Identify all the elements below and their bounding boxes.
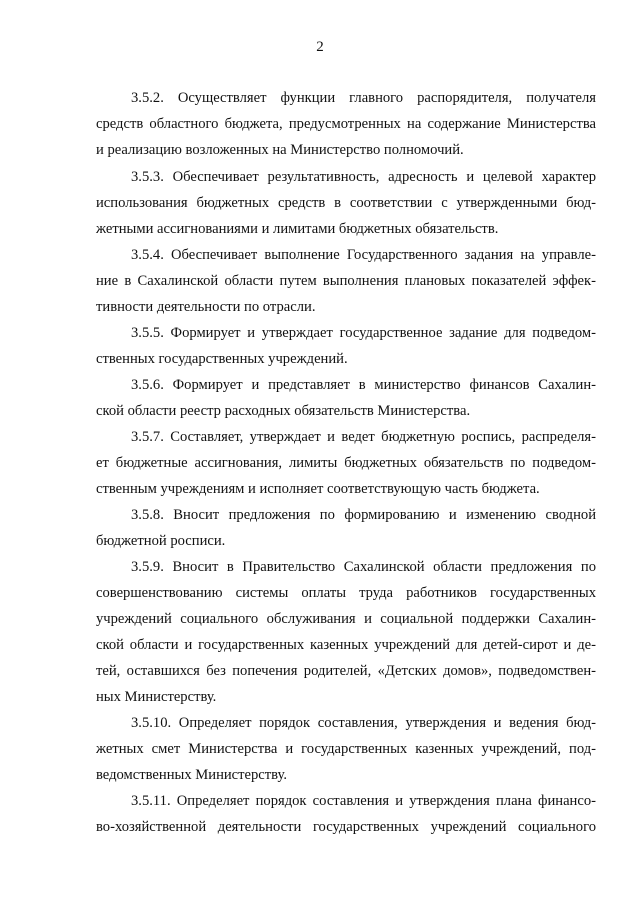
paragraph-3-5-9-line-3: учреждений социального обслуживания и социальной поддержки Сахалин- xyxy=(96,611,596,627)
paragraph-3-5-11-line-1: 3.5.11. Определяет порядок составления и утверждения плана финансо- xyxy=(131,793,596,809)
paragraph-3-5-3-line-1: 3.5.3. Обеспечивает результативность, адресность и целевой характер xyxy=(131,169,596,185)
paragraph-3-5-9-line-4: ской области и государственных казенных учреждений для детей-сирот и де- xyxy=(96,637,596,653)
paragraph-3-5-4-line-1: 3.5.4. Обеспечивает выполнение Государственного задания на управле- xyxy=(131,247,596,263)
paragraph-3-5-5-line-2: ственных государственных учреждений. xyxy=(96,351,348,367)
paragraph-3-5-9-line-5: тей, оставшихся без попечения родителей, «Детских домов», подведомствен- xyxy=(96,663,596,679)
paragraph-3-5-3-line-3: жетными ассигнованиями и лимитами бюджетных обязательств. xyxy=(96,221,499,237)
paragraph-3-5-8-line-2: бюджетной росписи. xyxy=(96,533,226,549)
paragraph-3-5-7-line-2: ет бюджетные ассигнования, лимиты бюджетных обязательств по подведом- xyxy=(96,455,596,471)
paragraph-3-5-10-line-3: ведомственных Министерству. xyxy=(96,767,288,783)
paragraph-3-5-3-line-2: использования бюджетных средств в соответствии с утвержденными бюд- xyxy=(96,195,596,211)
paragraph-3-5-5-line-1: 3.5.5. Формирует и утверждает государственное задание для подведом- xyxy=(131,325,596,341)
paragraph-3-5-2-line-1: 3.5.2. Осуществляет функции главного распорядителя, получателя xyxy=(131,90,596,106)
paragraph-3-5-2-line-3: и реализацию возложенных на Министерство полномочий. xyxy=(96,142,464,158)
paragraph-3-5-10-line-2: жетных смет Министерства и государственных казенных учреждений, под- xyxy=(96,741,596,757)
paragraph-3-5-9-line-2: совершенствованию системы оплаты труда работников государственных xyxy=(96,585,596,601)
paragraph-3-5-11-line-2: во-хозяйственной деятельности государственных учреждений социального xyxy=(96,819,596,835)
paragraph-3-5-9-line-6: ных Министерству. xyxy=(96,689,217,705)
paragraph-3-5-6-line-2: ской области реестр расходных обязательств Министерства. xyxy=(96,403,471,419)
paragraph-3-5-8-line-1: 3.5.8. Вносит предложения по формированию и изменению сводной xyxy=(131,507,596,523)
paragraph-3-5-9-line-1: 3.5.9. Вносит в Правительство Сахалинской области предложения по xyxy=(131,559,596,575)
page-number: 2 xyxy=(316,39,324,55)
paragraph-3-5-4-line-2: ние в Сахалинской области путем выполнения плановых показателей эффек- xyxy=(96,273,596,289)
paragraph-3-5-7-line-1: 3.5.7. Составляет, утверждает и ведет бюджетную роспись, распределя- xyxy=(131,429,596,445)
paragraph-3-5-6-line-1: 3.5.6. Формирует и представляет в министерство финансов Сахалин- xyxy=(131,377,596,393)
paragraph-3-5-2-line-2: средств областного бюджета, предусмотренных на содержание Министерства xyxy=(96,116,596,132)
paragraph-3-5-10-line-1: 3.5.10. Определяет порядок составления, утверждения и ведения бюд- xyxy=(131,715,596,731)
paragraph-3-5-4-line-3: тивности деятельности по отрасли. xyxy=(96,299,316,315)
paragraph-3-5-7-line-3: ственным учреждениям и исполняет соответствующую часть бюджета. xyxy=(96,481,540,497)
